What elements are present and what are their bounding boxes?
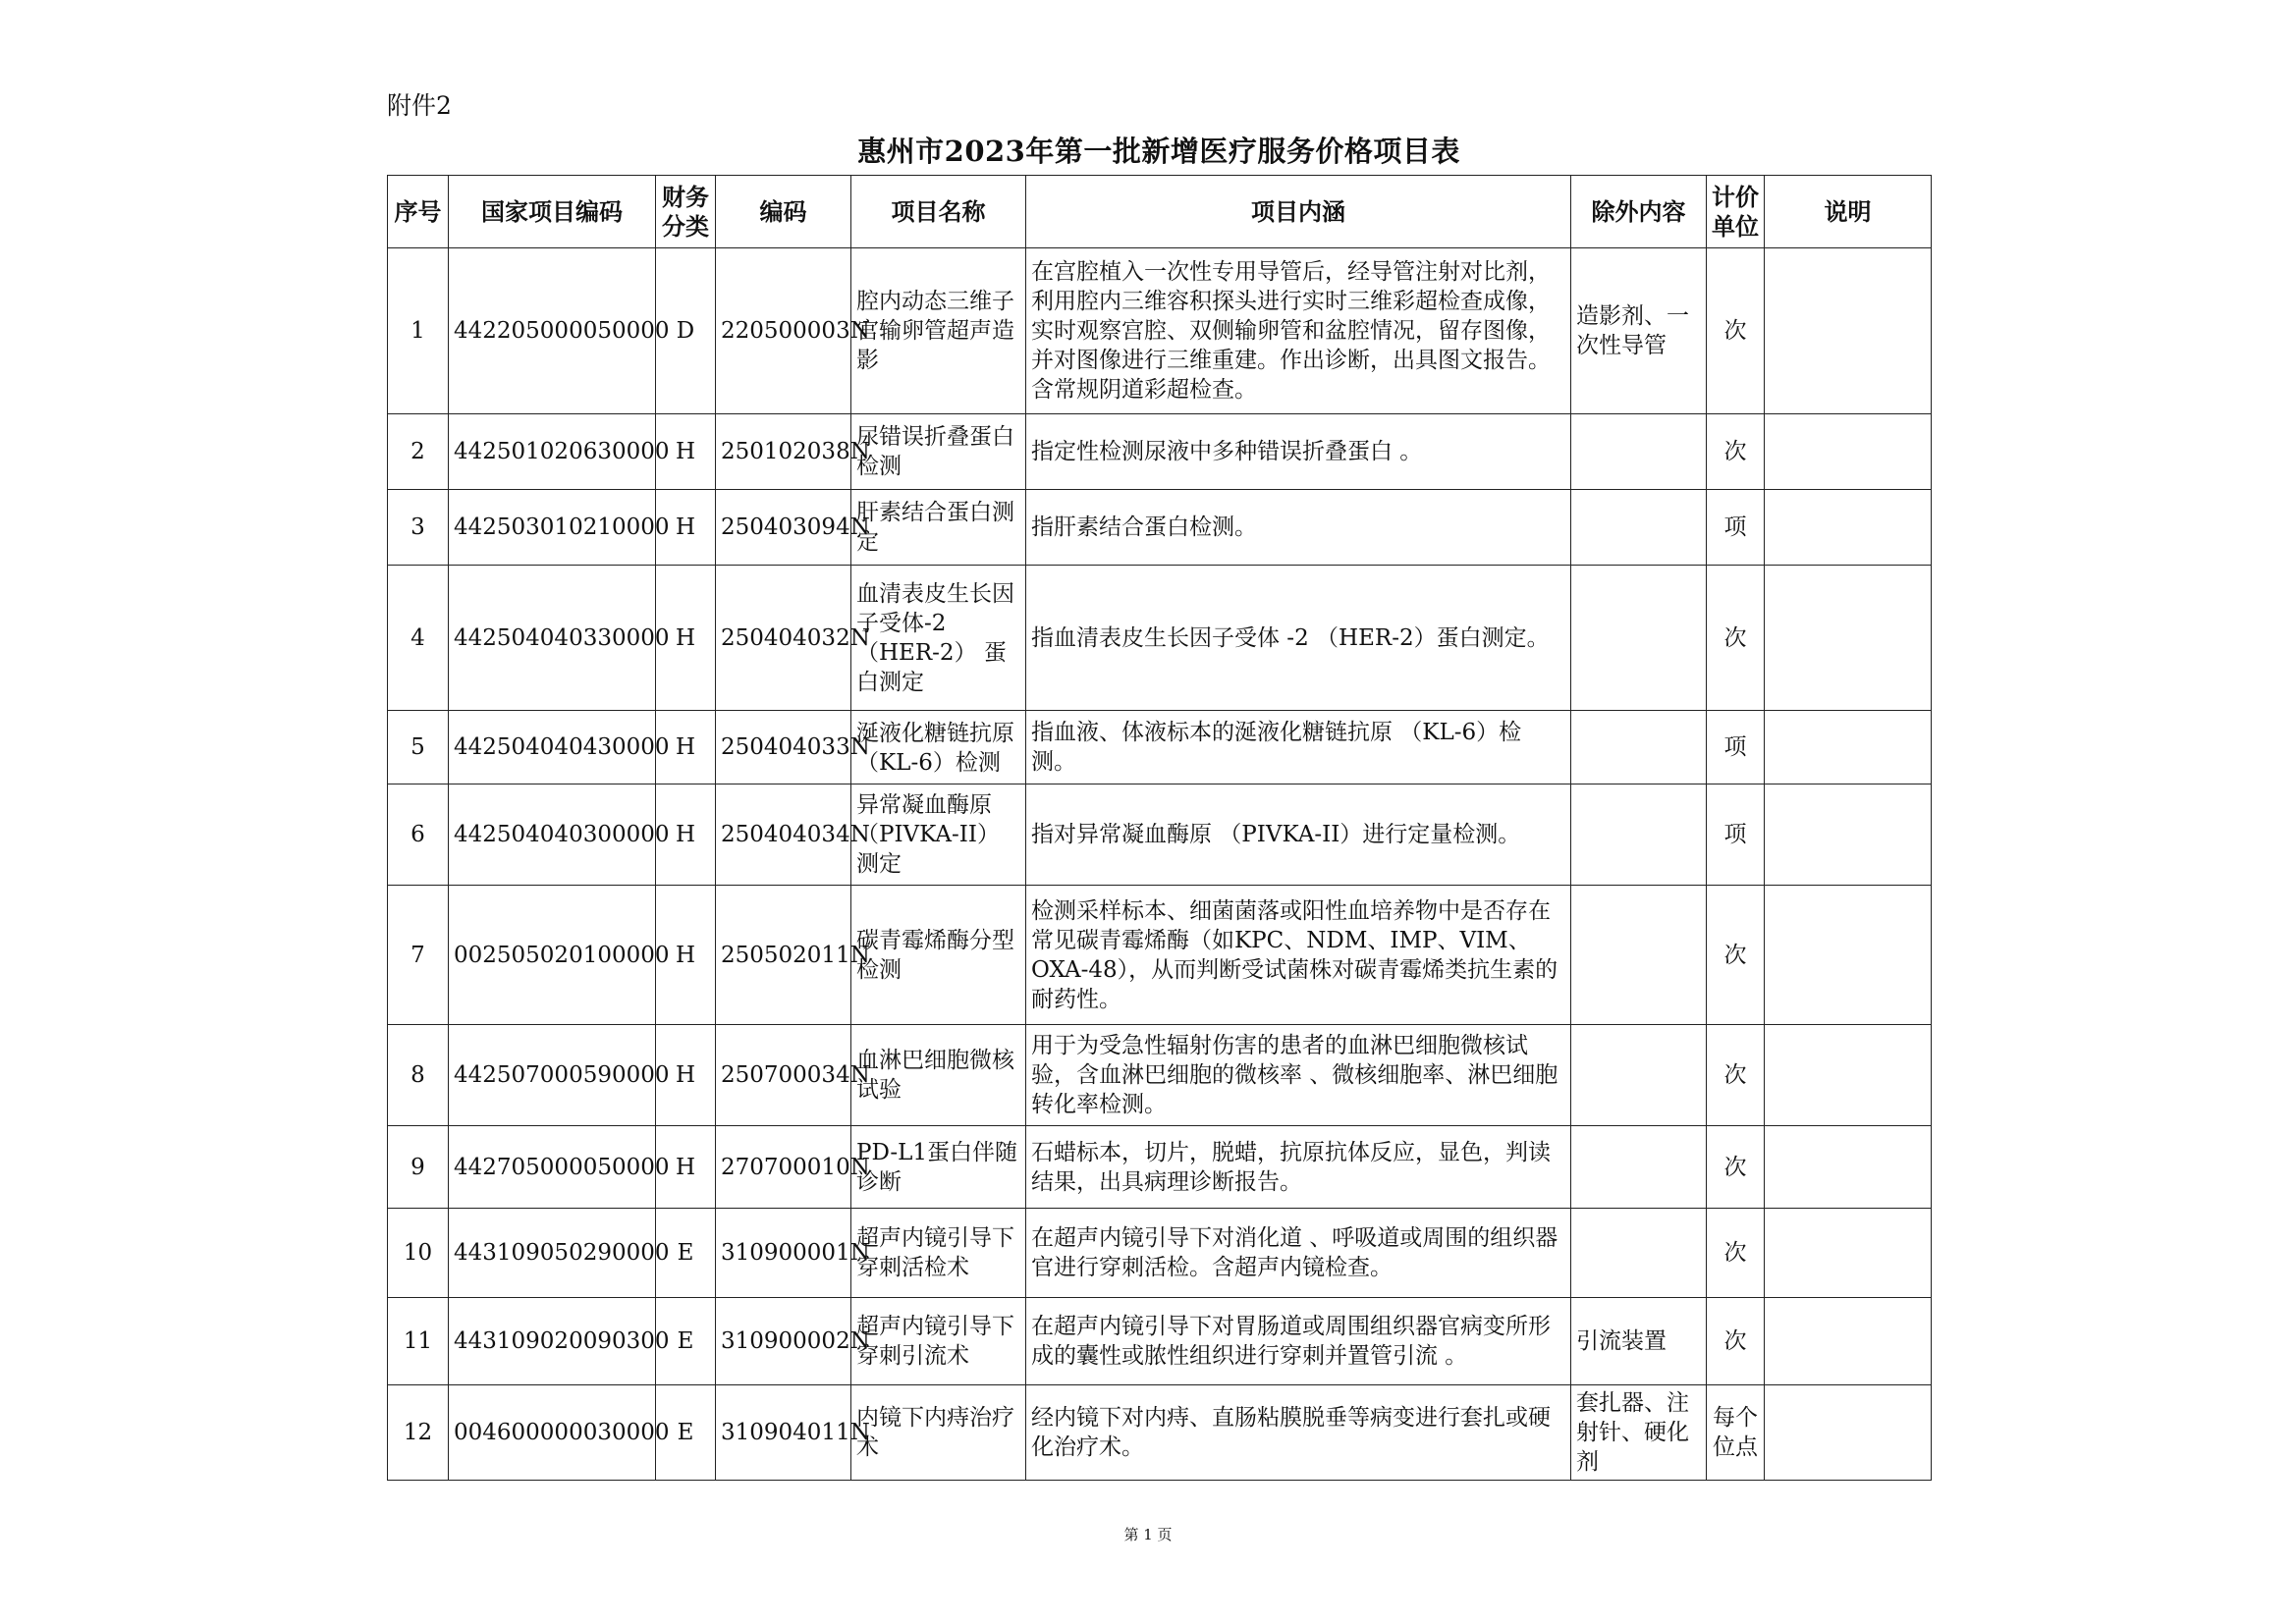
table-row bbox=[388, 711, 1932, 784]
cell-code: 310900001N bbox=[716, 1209, 851, 1298]
cell-name: 超声内镜引导下穿刺活检术 bbox=[851, 1209, 1026, 1298]
cell-note bbox=[1765, 1298, 1932, 1385]
cell-finance-class: H bbox=[656, 1126, 716, 1209]
cell-note bbox=[1765, 490, 1932, 566]
cell-unit: 项 bbox=[1707, 784, 1765, 886]
cell-unit: 次 bbox=[1707, 248, 1765, 414]
cell-unit: 次 bbox=[1707, 1025, 1765, 1126]
table-row bbox=[388, 1298, 1932, 1385]
cell-content: 指血液、体液标本的涎液化糖链抗原 （KL-6）检测。 bbox=[1026, 711, 1571, 784]
cell-finance-class: H bbox=[656, 1025, 716, 1126]
attachment-label: 附件2 bbox=[387, 91, 452, 120]
cell-national-code: 004600000030000 bbox=[449, 1385, 656, 1481]
cell-seq: 2 bbox=[388, 414, 449, 490]
col-excluded: 除外内容 bbox=[1571, 176, 1707, 248]
cell-name: 碳青霉烯酶分型检测 bbox=[851, 886, 1026, 1025]
cell-unit: 次 bbox=[1707, 414, 1765, 490]
cell-excluded bbox=[1571, 711, 1707, 784]
cell-finance-class: H bbox=[656, 784, 716, 886]
cell-unit: 次 bbox=[1707, 1209, 1765, 1298]
cell-seq: 4 bbox=[388, 566, 449, 711]
table-header bbox=[388, 176, 1932, 248]
cell-name: 血淋巴细胞微核试验 bbox=[851, 1025, 1026, 1126]
cell-code: 250102038N bbox=[716, 414, 851, 490]
cell-name: 异常凝血酶原（PIVKA-II）测定 bbox=[851, 784, 1026, 886]
cell-excluded bbox=[1571, 784, 1707, 886]
cell-code: 250403094N bbox=[716, 490, 851, 566]
cell-note bbox=[1765, 1025, 1932, 1126]
cell-national-code: 442504040300000 bbox=[449, 784, 656, 886]
cell-name bbox=[851, 711, 1026, 784]
cell-excluded: 造影剂、一次性导管 bbox=[1571, 248, 1707, 414]
table-row bbox=[388, 1209, 1932, 1298]
cell-finance-class: E bbox=[656, 1209, 716, 1298]
cell-name: 超声内镜引导下穿刺引流术 bbox=[851, 1298, 1026, 1385]
cell-unit: 项 bbox=[1707, 711, 1765, 784]
cell-code: 310900002N bbox=[716, 1298, 851, 1385]
cell-excluded bbox=[1571, 566, 1707, 711]
col-code: 编码 bbox=[716, 176, 851, 248]
cell-content: 检测采样标本、细菌菌落或阳性血培养物中是否存在常见碳青霉烯酶（如KPC、NDM、IMP、VIM、OXA-48），从而判断受试菌株对碳青霉烯类抗生素的耐药性。 bbox=[1026, 886, 1571, 1025]
col-note: 说明 bbox=[1765, 176, 1932, 248]
cell-national-code: 443109050290000 bbox=[449, 1209, 656, 1298]
cell-seq: 8 bbox=[388, 1025, 449, 1126]
cell-content: 在宫腔植入一次性专用导管后，经导管注射对比剂，利用腔内三维容积探头进行实时三维彩超检查成像，实时观察宫腔、双侧输卵管和盆腔情况，留存图像，并对图像进行三维重建。作出诊断，出具图文报告。含常规阴道彩超检查。 bbox=[1026, 248, 1571, 414]
cell-excluded: 引流装置 bbox=[1571, 1298, 1707, 1385]
table-row bbox=[388, 248, 1932, 414]
page-title: 惠州市2023年第一批新增医疗服务价格项目表 bbox=[857, 135, 1460, 168]
cell-seq: 6 bbox=[388, 784, 449, 886]
cell-content: 经内镜下对内痔、直肠粘膜脱垂等病变进行套扎或硬化治疗术。 bbox=[1026, 1385, 1571, 1481]
cell-finance-class: H bbox=[656, 886, 716, 1025]
cell-finance-class: H bbox=[656, 490, 716, 566]
table-row bbox=[388, 1385, 1932, 1481]
cell-note bbox=[1765, 566, 1932, 711]
cell-national-code: 442504040430000 bbox=[449, 711, 656, 784]
table-row bbox=[388, 566, 1932, 711]
cell-excluded bbox=[1571, 1025, 1707, 1126]
cell-name: 尿错误折叠蛋白检测 bbox=[851, 414, 1026, 490]
cell-name: 腔内动态三维子宫输卵管超声造影 bbox=[851, 248, 1026, 414]
cell-finance-class: D bbox=[656, 248, 716, 414]
cell-national-code: 442503010210000 bbox=[449, 490, 656, 566]
cell-content: 指肝素结合蛋白检测。 bbox=[1026, 490, 1571, 566]
cell-seq: 10 bbox=[388, 1209, 449, 1298]
table-row bbox=[388, 414, 1932, 490]
cell-national-code: 442501020630000 bbox=[449, 414, 656, 490]
table-row bbox=[388, 1126, 1932, 1209]
cell-finance-class: H bbox=[656, 711, 716, 784]
cell-name: 血清表皮生长因子受体-2（HER-2） 蛋白测定 bbox=[851, 566, 1026, 711]
col-national-code: 国家项目编码 bbox=[449, 176, 656, 248]
col-name: 项目名称 bbox=[851, 176, 1026, 248]
cell-content: 石蜡标本，切片，脱蜡，抗原抗体反应，显色，判读结果，出具病理诊断报告。 bbox=[1026, 1126, 1571, 1209]
cell-national-code: 442205000050000 bbox=[449, 248, 656, 414]
cell-note bbox=[1765, 784, 1932, 886]
cell-finance-class: H bbox=[656, 566, 716, 711]
cell-code: 250404032N bbox=[716, 566, 851, 711]
cell-unit: 项 bbox=[1707, 490, 1765, 566]
cell-excluded bbox=[1571, 414, 1707, 490]
cell-finance-class: H bbox=[656, 414, 716, 490]
cell-unit: 次 bbox=[1707, 566, 1765, 711]
cell-seq: 11 bbox=[388, 1298, 449, 1385]
col-seq: 序号 bbox=[388, 176, 449, 248]
cell-seq: 7 bbox=[388, 886, 449, 1025]
cell-code: 250404033N bbox=[716, 711, 851, 784]
col-content: 项目内涵 bbox=[1026, 176, 1571, 248]
cell-national-code: 442705000050000 bbox=[449, 1126, 656, 1209]
cell-code: 250700034N bbox=[716, 1025, 851, 1126]
cell-excluded bbox=[1571, 1126, 1707, 1209]
cell-national-code: 442504040330000 bbox=[449, 566, 656, 711]
cell-seq: 3 bbox=[388, 490, 449, 566]
cell-code: 220500003N bbox=[716, 248, 851, 414]
table-row bbox=[388, 886, 1932, 1025]
cell-content: 指定性检测尿液中多种错误折叠蛋白 。 bbox=[1026, 414, 1571, 490]
cell-excluded bbox=[1571, 490, 1707, 566]
cell-content: 在超声内镜引导下对胃肠道或周围组织器官病变所形成的囊性或脓性组织进行穿刺并置管引流 。 bbox=[1026, 1298, 1571, 1385]
cell-content: 用于为受急性辐射伤害的患者的血淋巴细胞微核试验，含血淋巴细胞的微核率 、微核细胞率、淋巴细胞转化率检测。 bbox=[1026, 1025, 1571, 1126]
table-row bbox=[388, 490, 1932, 566]
page-footer: 第 1 页 bbox=[1123, 1526, 1173, 1543]
cell-content: 指对异常凝血酶原 （PIVKA-II）进行定量检测。 bbox=[1026, 784, 1571, 886]
cell-unit: 次 bbox=[1707, 1126, 1765, 1209]
cell-name: 肝素结合蛋白测定 bbox=[851, 490, 1026, 566]
cell-note bbox=[1765, 414, 1932, 490]
cell-note bbox=[1765, 1385, 1932, 1481]
cell-unit: 次 bbox=[1707, 1298, 1765, 1385]
cell-note bbox=[1765, 248, 1932, 414]
cell-national-code: 002505020100000 bbox=[449, 886, 656, 1025]
cell-national-code: 443109020090300 bbox=[449, 1298, 656, 1385]
cell-seq: 9 bbox=[388, 1126, 449, 1209]
cell-note bbox=[1765, 1209, 1932, 1298]
cell-seq: 1 bbox=[388, 248, 449, 414]
cell-name: 内镜下内痔治疗术 bbox=[851, 1385, 1026, 1481]
cell-content: 在超声内镜引导下对消化道 、呼吸道或周围的组织器官进行穿刺活检。含超声内镜检查。 bbox=[1026, 1209, 1571, 1298]
cell-unit: 每个位点 bbox=[1707, 1385, 1765, 1481]
cell-national-code: 442507000590000 bbox=[449, 1025, 656, 1126]
cell-note bbox=[1765, 711, 1932, 784]
cell-seq: 12 bbox=[388, 1385, 449, 1481]
cell-code: 310904011N bbox=[716, 1385, 851, 1481]
table-row bbox=[388, 784, 1932, 886]
cell-note bbox=[1765, 1126, 1932, 1209]
cell-excluded bbox=[1571, 886, 1707, 1025]
col-unit: 计价单位 bbox=[1707, 176, 1765, 248]
cell-excluded bbox=[1571, 1209, 1707, 1298]
cell-note bbox=[1765, 886, 1932, 1025]
cell-code: 250404034N bbox=[716, 784, 851, 886]
cell-finance-class: E bbox=[656, 1298, 716, 1385]
cell-code: 270700010N bbox=[716, 1126, 851, 1209]
cell-content: 指血清表皮生长因子受体 -2 （HER-2）蛋白测定。 bbox=[1026, 566, 1571, 711]
price-table bbox=[387, 175, 1932, 1481]
cell-finance-class: E bbox=[656, 1385, 716, 1481]
col-finance-class: 财务分类 bbox=[656, 176, 716, 248]
cell-name: PD-L1蛋白伴随诊断 bbox=[851, 1126, 1026, 1209]
cell-code: 250502011N bbox=[716, 886, 851, 1025]
cell-seq: 5 bbox=[388, 711, 449, 784]
cell-name-text: 涎液化糖链抗原（KL-6）检测 bbox=[856, 720, 1014, 776]
cell-excluded: 套扎器、注射针、硬化剂 bbox=[1571, 1385, 1707, 1481]
table-row bbox=[388, 1025, 1932, 1126]
cell-unit: 次 bbox=[1707, 886, 1765, 1025]
